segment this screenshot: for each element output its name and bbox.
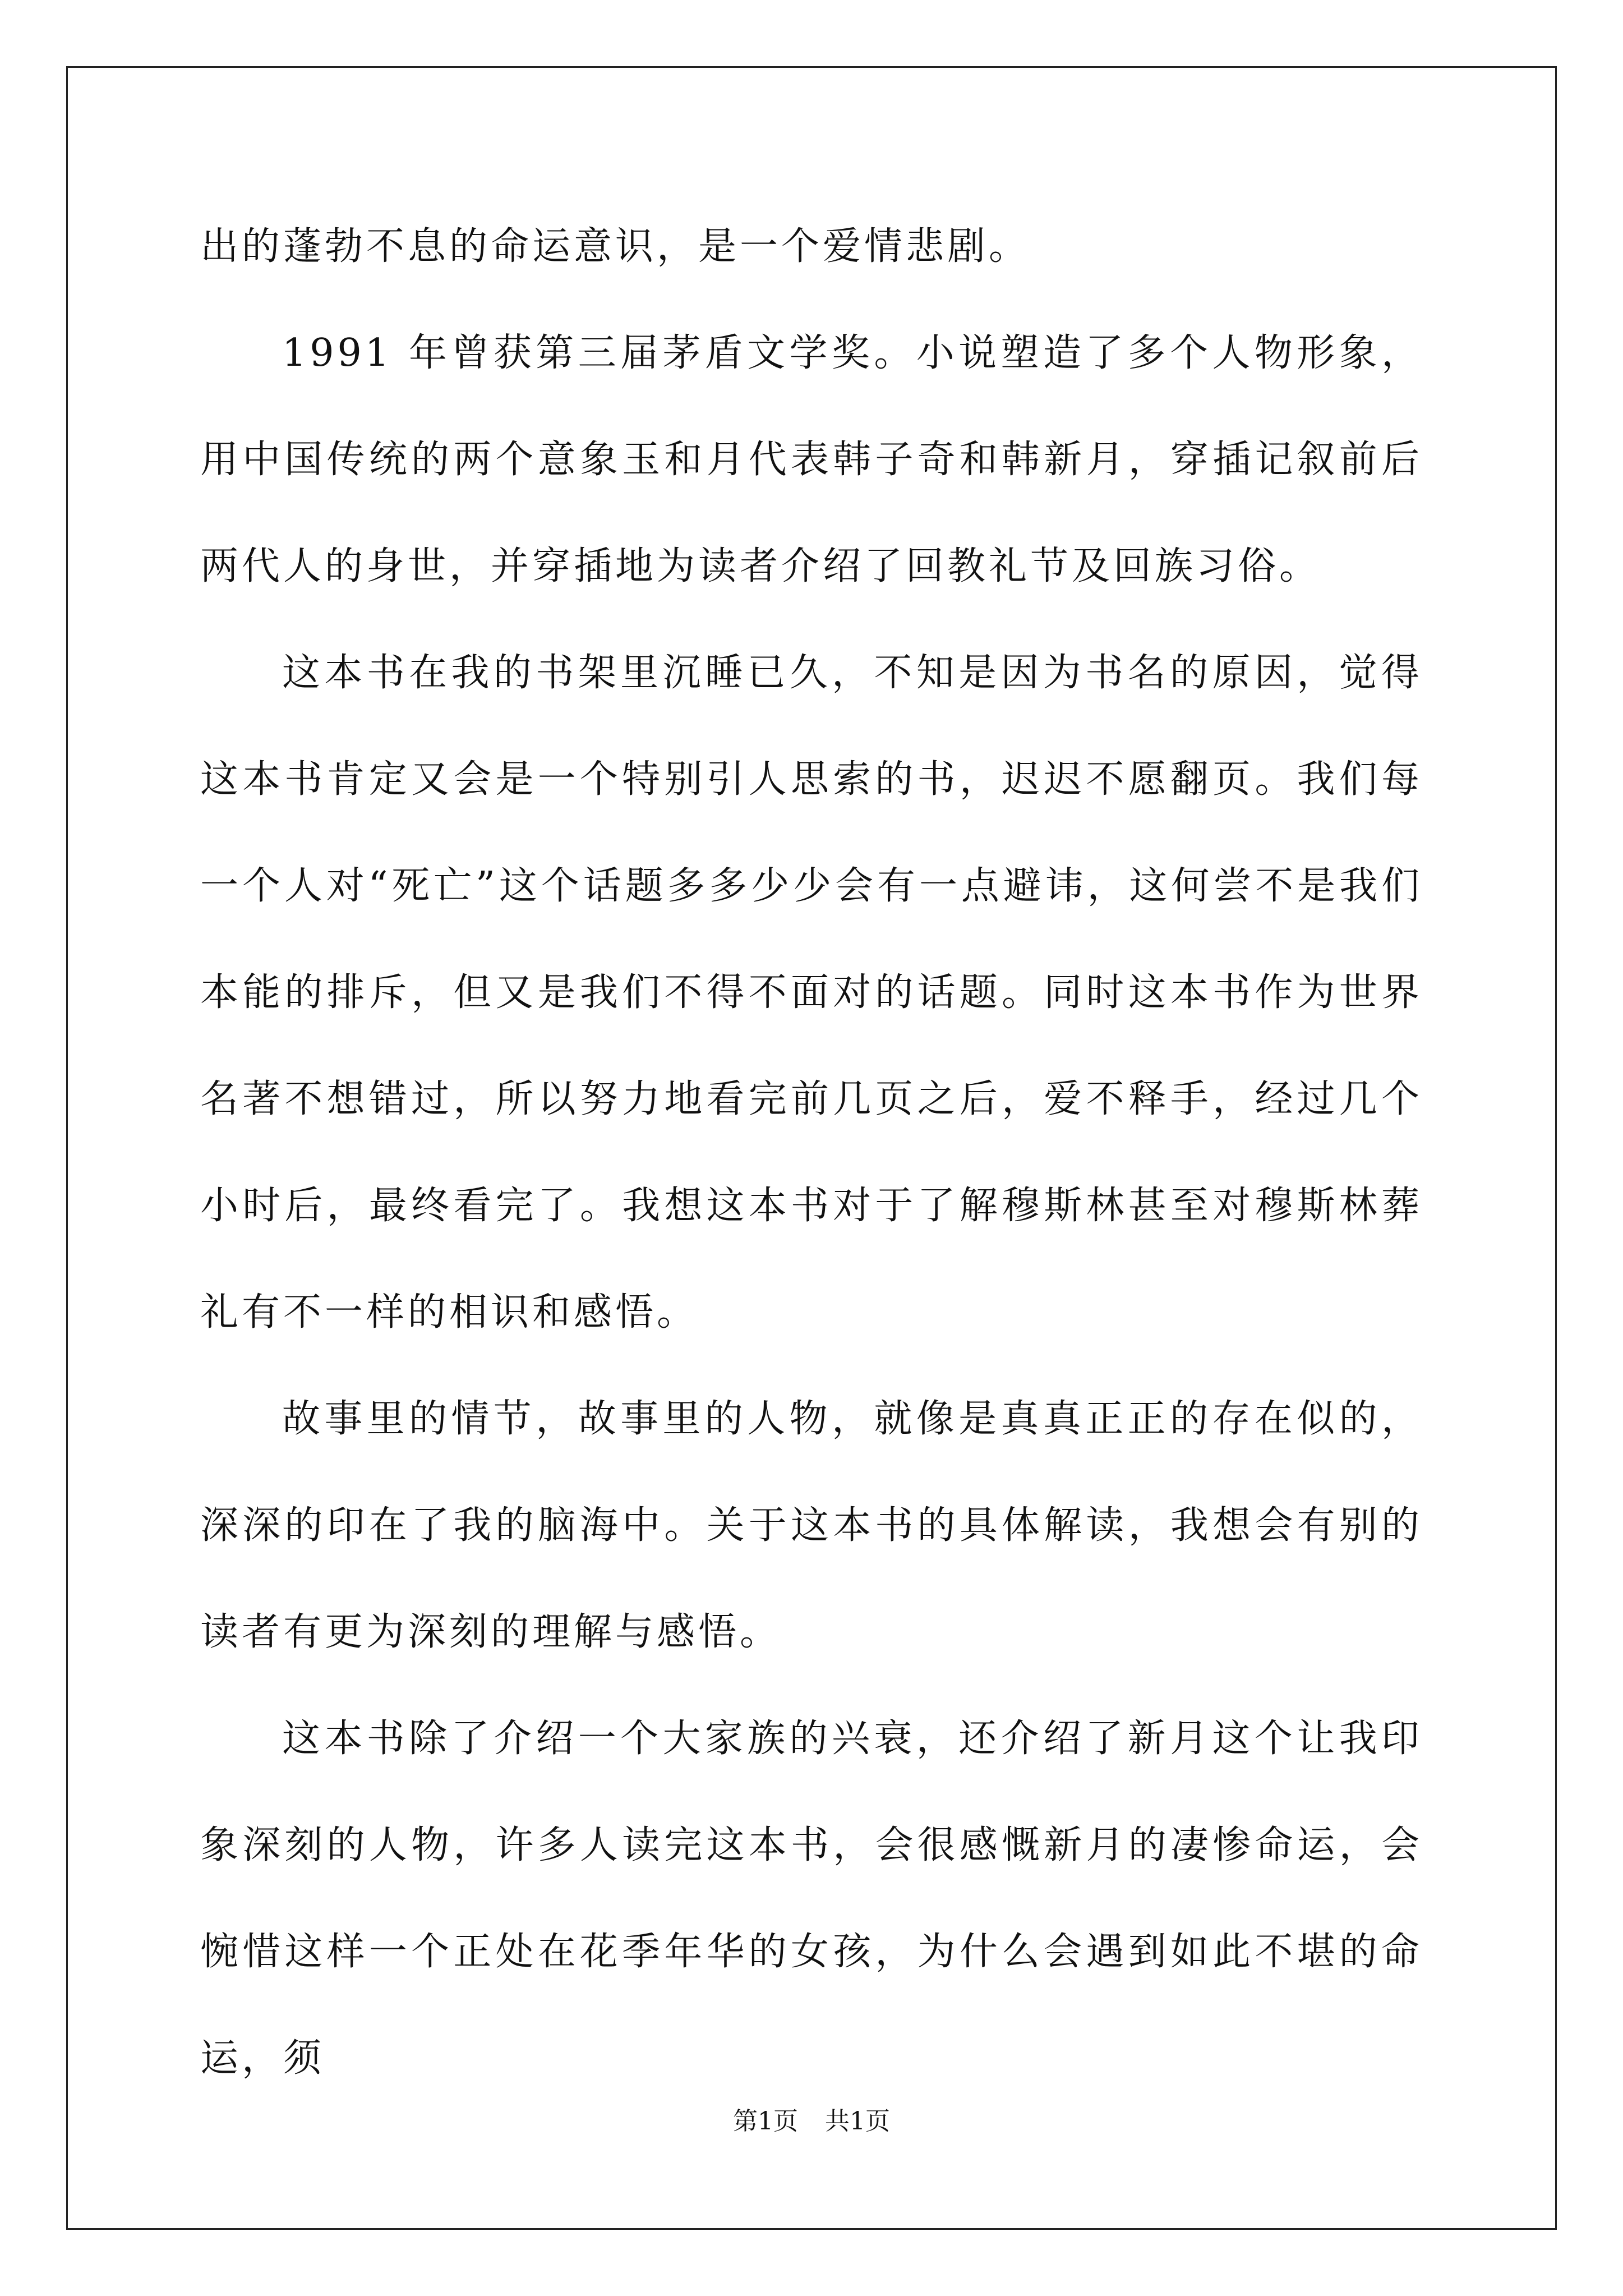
paragraph-3: 这本书在我的书架里沉睡已久，不知是因为书名的原因，觉得这本书肯定又会是一个特别引人思索的书，迟迟不愿翻页。我们每一个人对“死亡”这个话题多多少少会有一点避讳，这何尝不是我们本能的排斥，但又是我们不得不面对的话题。同时这本书作为世界名著不想错过，所以努力地看完前几页之后，爱不释手，经过几个小时后，最终看完了。我想这本书对于了解穆斯林甚至对穆斯林葬礼有不一样的相识和感悟。: [200, 651, 1423, 1335]
page-footer: [0, 2105, 1623, 2138]
paragraph-2: 1991 年曾获第三届茅盾文学奖。小说塑造了多个人物形象，用中国传统的两个意象玉和月代表韩子奇和韩新月，穿插记叙前后两代人的身世，并穿插地为读者介绍了回教礼节及回族习俗。: [200, 331, 1423, 588]
paragraph-1: 出的蓬勃不息的命运意识，是一个爱情悲剧。: [200, 224, 1031, 269]
document-body: [200, 194, 1423, 2112]
paragraph-5: 这本书除了介绍一个大家族的兴衰，还介绍了新月这个让我印象深刻的人物，许多人读完这本书，会很感慨新月的凄惨命运，会惋惜这样一个正处在花季年华的女孩，为什么会遇到如此不堪的命运，须: [200, 1717, 1423, 2081]
page-number-current: 第1页: [733, 2107, 798, 2136]
paragraph-4: 故事里的情节，故事里的人物，就像是真真正正的存在似的，深深的印在了我的脑海中。关于这本书的具体解读，我想会有别的读者有更为深刻的理解与感悟。: [200, 1397, 1423, 1654]
page-number-total: 共1页: [825, 2107, 890, 2136]
